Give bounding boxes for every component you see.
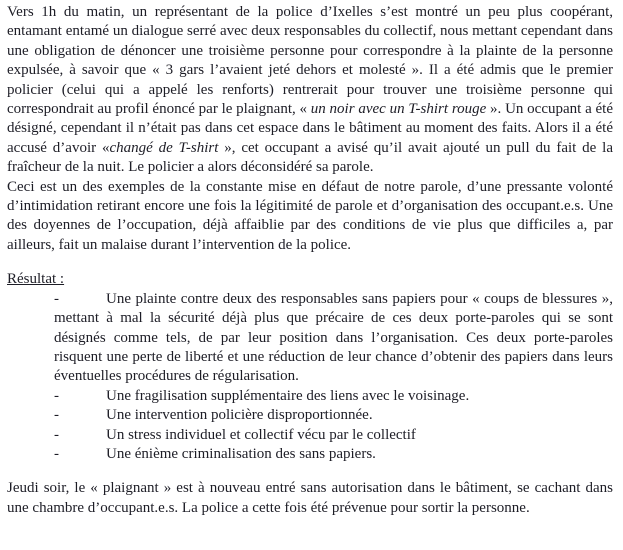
text-run: Un stress individuel et collectif vécu par le collectif bbox=[106, 426, 416, 443]
italic-text-run: un noir avec un T-shirt rouge bbox=[310, 101, 487, 118]
result-heading bbox=[7, 270, 613, 289]
list-item-text bbox=[106, 388, 469, 404]
paragraph-thursday-evening bbox=[7, 479, 613, 518]
text-run: Une fragilisation supplémentaire des liens avec le voisinage. bbox=[106, 387, 470, 404]
text-run: Jeudi soir, le « plaignant » est à nouveau entré sans autorisation dans le bâtiment, se cachant dans une chambre d’occupant.e.s. La police a cette fois été prévenue pour sortir la personne. bbox=[7, 480, 613, 516]
list-item bbox=[54, 445, 613, 464]
list-item bbox=[54, 290, 613, 387]
document-body bbox=[7, 3, 613, 518]
paragraph-police-intervention bbox=[7, 3, 613, 178]
list-item bbox=[54, 406, 613, 425]
text-run: Vers 1h du matin, un représentant de la police d’Ixelles s’est montré un peu plus coopérant, entamant entamé un dialogue serré avec deux responsables du collectif, nous mettant cependant dans une obligation de dénoncer une troisième personne pour correspondre à la plainte de la personne expulsée, à savoir que « 3 gars l’avaient jeté dehors et molesté ». Il a été admis que le premier policier (celui qui a appelé les renforts) rentrerait pour trouver une troisième personne qui correspondrait au profil énoncé par le plaignant, « bbox=[7, 4, 613, 118]
list-marker-dash: - bbox=[54, 407, 59, 424]
text-run: Une intervention policière disproportionnée. bbox=[106, 407, 373, 424]
paragraph-intimidation bbox=[7, 178, 613, 256]
italic-text-run: changé de T-shirt bbox=[109, 139, 219, 156]
underlined-heading-text bbox=[7, 271, 64, 287]
list-marker-dash: - bbox=[54, 445, 59, 462]
text-run: Une plainte contre deux des responsables sans papiers pour « coups de blessures », mettant à mal la sécurité déjà plus que précaire de ces deux porte-paroles qui se sont désignés comme tels, de par leur position dans l’organisation. Ces deux porte-paroles risquent une perte de liberté et une réduction de leur chance d’obtenir des papiers dans leurs éventuelles procédures de régularisation. bbox=[54, 290, 613, 385]
list-item bbox=[54, 387, 613, 406]
list-item bbox=[54, 426, 613, 445]
text-run: ». Un occupant a été désigné, cependant il n’était pas dans cet espace dans le bâtiment au moment des faits. Alors il a été accusé d’avoir « bbox=[7, 101, 613, 156]
list-item-text bbox=[106, 407, 373, 423]
result-list bbox=[7, 290, 613, 465]
text-run: Résultat : bbox=[7, 271, 65, 288]
list-item-text bbox=[106, 446, 376, 462]
text-run: », cet occupant a avisé qu’il avait ajouté un pull du fait de la fraîcheur de la nuit. Le policier a alors déconsidéré sa parole. bbox=[7, 139, 613, 176]
text-run: Une énième criminalisation des sans papiers. bbox=[106, 445, 376, 462]
list-marker-dash: - bbox=[54, 387, 59, 404]
list-item-text bbox=[106, 427, 416, 443]
text-run: Ceci est un des exemples de la constante mise en défaut de notre parole, d’une pressante volonté d’intimidation retirant encore une fois la légitimité de parole et d’organisation des occupant.e.s. Une des doyennes de l’occupation, déjà affaiblie par des conditions de vie plus que difficiles a, par ailleurs, fait un malaise durant l’intervention de la police. bbox=[7, 178, 613, 253]
list-item-text bbox=[54, 291, 613, 385]
list-marker-dash: - bbox=[54, 290, 59, 307]
list-marker-dash: - bbox=[54, 426, 59, 443]
